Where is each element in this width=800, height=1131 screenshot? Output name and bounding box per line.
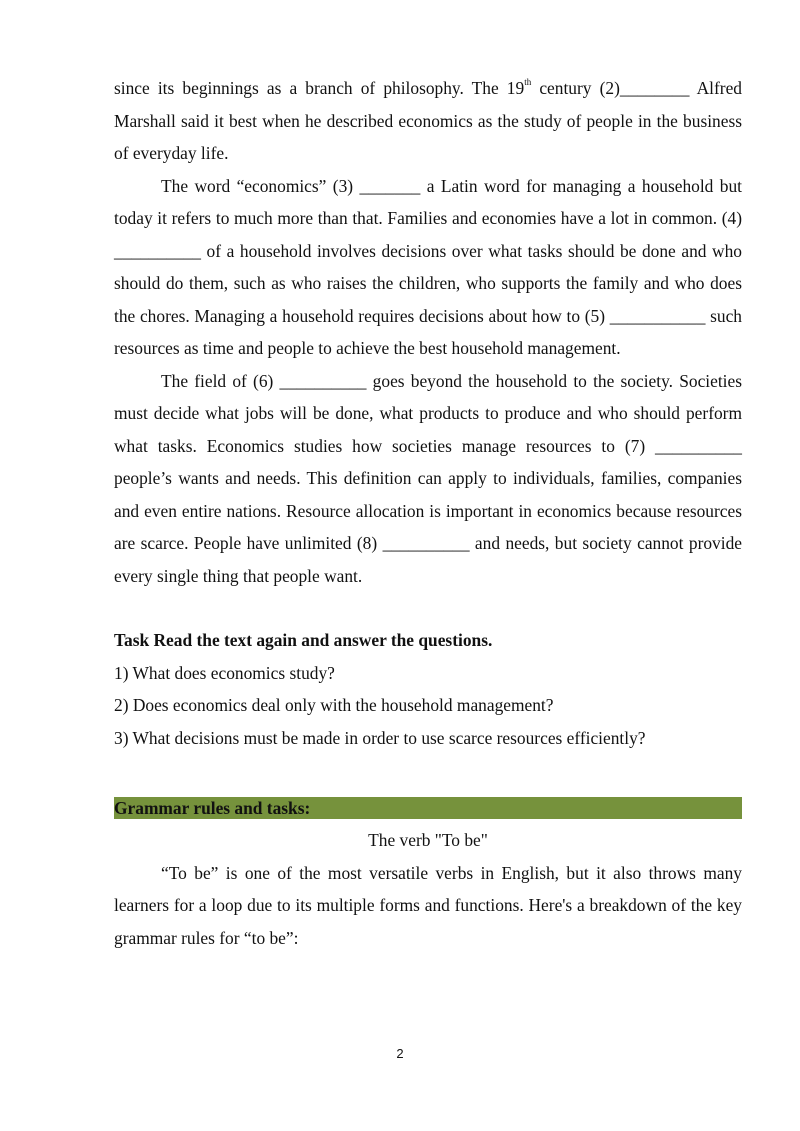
paragraph-1-text-b: century (2)________ Alfred Marshall said it best when he described economics as the study of people in the business of everyday life. [114, 78, 742, 163]
ordinal-superscript: th [524, 77, 532, 88]
task-title: Task Read the text again and answer the questions. [114, 630, 493, 650]
spacer [114, 592, 742, 624]
grammar-intro: “To be” is one of the most versatile verbs in English, but it also throws many learners for a loop due to its multiple forms and functions. Here's a breakdown of the key grammar rules for “to be”: [114, 862, 742, 948]
question-2: 2) Does economics deal only with the household management? [114, 695, 554, 715]
page-number: 2 [396, 1046, 404, 1061]
paragraph-1 [114, 72, 742, 170]
paragraph-2: The word “economics” (3) _______ a Latin word for managing a household but today it refers to much more than that. Families and economies have a lot in common. (4) __________ of a household involves decisions over what tasks should be done and who should do them, such as who raises the children, who supports the family and who does the chores. Managing a household requires decisions about how to (5) ___________ such resources as time and people to achieve the best household management. [114, 175, 742, 358]
paragraph-3: The field of (6) __________ goes beyond the household to the society. Societies must decide what jobs will be done, what products to produce and who should perform what tasks. Economics studies how societies manage resources to (7) __________ people’s wants and needs. This definition can apply to individuals, families, companies and even entire nations. Resource allocation is important in economics because resources are scarce. People have unlimited (8) __________ and needs, but society cannot provide every single thing that people want. [114, 370, 742, 586]
paragraph-1-text-a: since its beginnings as a branch of philosophy. The 19 [114, 78, 525, 98]
grammar-section-header: Grammar rules and tasks: [114, 797, 742, 819]
document-page [114, 72, 742, 954]
spacer [114, 754, 742, 797]
grammar-subtitle: The verb "To be" [368, 830, 488, 850]
question-3: 3) What decisions must be made in order to use scarce resources efficiently? [114, 727, 646, 748]
question-1: 1) What does economics study? [114, 662, 335, 683]
